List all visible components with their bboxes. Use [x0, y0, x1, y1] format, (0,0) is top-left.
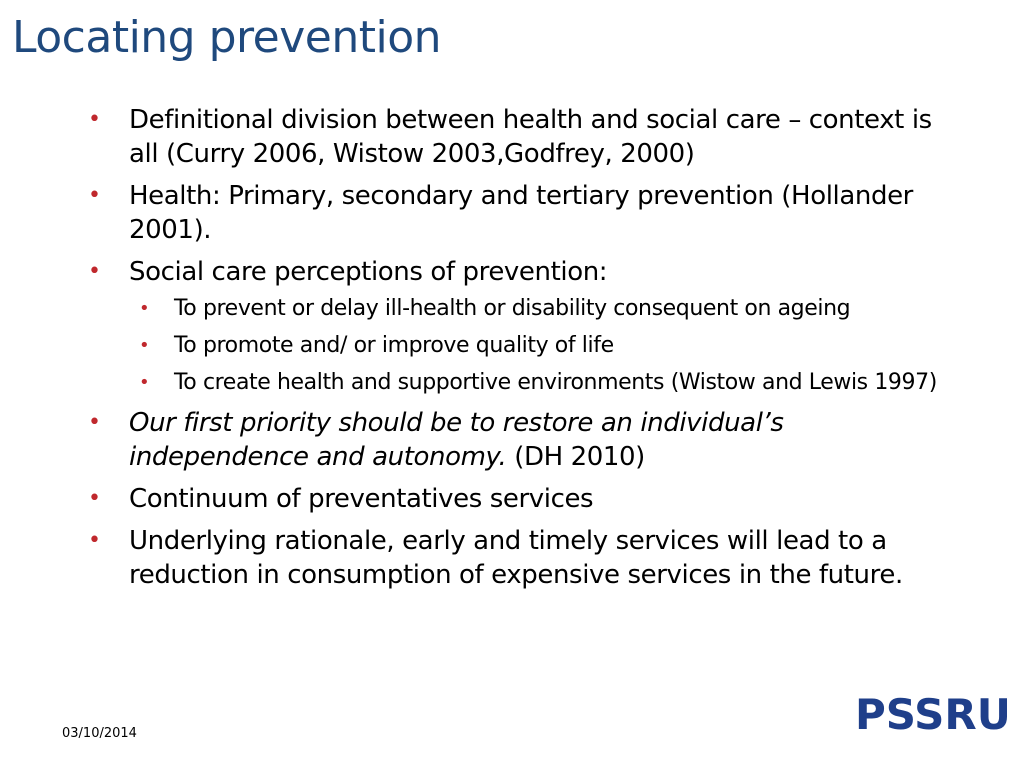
sub-bullet-marker: •	[139, 298, 150, 319]
sub-bullet-item	[133, 294, 948, 324]
bullet-citation-text: (DH 2010)	[506, 442, 645, 472]
bullet-marker: •	[88, 528, 101, 553]
pssru-logo: PSSRU	[855, 690, 1011, 739]
slide-title: Locating prevention	[12, 12, 441, 63]
sub-bullet-item	[133, 331, 948, 361]
sub-bullet-text: To create health and supportive environments (Wistow and Lewis 1997)	[174, 370, 937, 395]
slide-date: 03/10/2014	[62, 726, 137, 741]
bullet-marker: •	[88, 410, 101, 435]
sub-bullet-marker: •	[139, 372, 150, 393]
bullet-text: Definitional division between health and social care – context is all (Curry 2006, Wistow 2003,Godfrey, 2000)	[129, 105, 932, 169]
bullet-marker: •	[88, 486, 101, 511]
sub-bullet-text: To promote and/ or improve quality of life	[174, 333, 614, 358]
bullet-text: Underlying rationale, early and timely services will lead to a reduction in consumption of expensive services in the future.	[129, 526, 903, 590]
bullet-item	[88, 179, 948, 247]
bullet-quote-text: Our first priority should be to restore an individual’s independence and autonomy.	[129, 408, 784, 472]
bullet-item	[88, 255, 948, 398]
bullet-text: Social care perceptions of prevention:	[129, 257, 608, 287]
bullet-item	[88, 524, 948, 592]
bullet-text: Health: Primary, secondary and tertiary prevention (Hollander 2001).	[129, 181, 913, 245]
sub-bullet-list	[129, 294, 948, 398]
bullet-marker: •	[88, 259, 101, 284]
bullet-marker: •	[88, 183, 101, 208]
bullet-text: Continuum of preventatives services	[129, 484, 594, 514]
sub-bullet-text: To prevent or delay ill-health or disability consequent on ageing	[174, 296, 851, 321]
bullet-item	[88, 482, 948, 516]
bullet-item	[88, 103, 948, 171]
sub-bullet-item	[133, 368, 948, 398]
bullet-list	[88, 103, 948, 600]
bullet-marker: •	[88, 107, 101, 132]
bullet-item	[88, 406, 948, 474]
sub-bullet-marker: •	[139, 335, 150, 356]
